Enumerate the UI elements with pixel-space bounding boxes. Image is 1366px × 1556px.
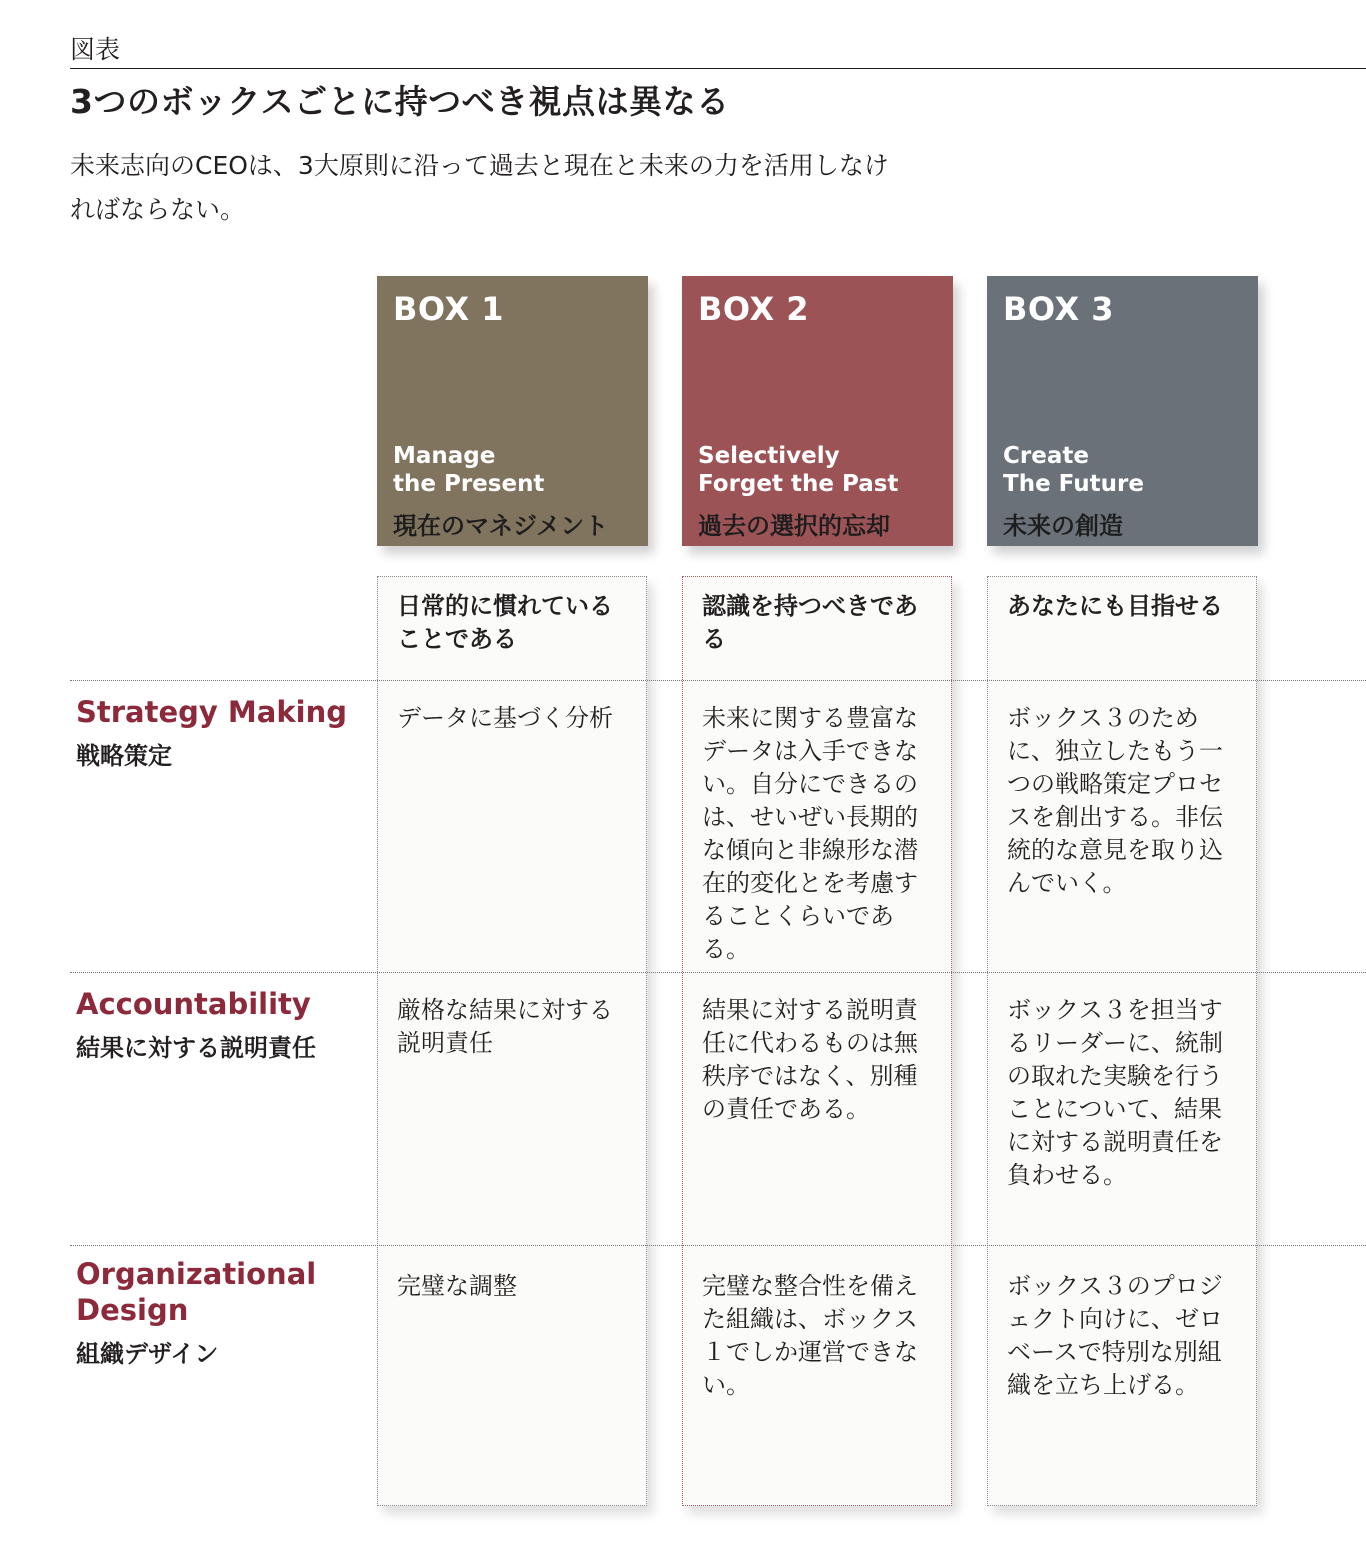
row-label-accountability-jp: 結果に対する説明責任 (76, 1034, 316, 1062)
figure-label: 図表 (70, 35, 121, 64)
row-label-strategy-making-jp: 戦略策定 (76, 742, 172, 770)
box2-header (682, 276, 953, 546)
cell-organization-box3: ボックス３のプロジェクト向けに、ゼロベースで特別な別組織を立ち上げる。 (1007, 1272, 1223, 1399)
box1-header (377, 276, 648, 546)
row-divider (70, 680, 1366, 681)
row-label-accountability: Accountability (76, 987, 311, 1021)
box2-japanese: 過去の選択的忘却 (698, 512, 890, 540)
row-label-organizational-design-line2: Design (76, 1293, 189, 1327)
box1-japanese: 現在のマネジメント (393, 512, 609, 540)
row-label-strategy-making: Strategy Making (76, 695, 347, 729)
box1-subheader: 日常的に慣れていることである (397, 592, 613, 653)
cell-strategy-box1: データに基づく分析 (397, 704, 613, 732)
box3-japanese: 未来の創造 (1003, 512, 1123, 540)
row-label-organizational-design-jp: 組織デザイン (76, 1340, 219, 1368)
box3-english (1003, 442, 1144, 498)
box1-english-line2: the Present (393, 471, 545, 497)
cell-organization-box1: 完璧な調整 (397, 1272, 517, 1300)
box1-english (393, 442, 544, 498)
row-divider (70, 972, 1366, 973)
title-rule (70, 68, 1366, 69)
box1-english-line1: Manage (393, 443, 496, 469)
cell-accountability-box3: ボックス３を担当するリーダーに、統制の取れた実験を行うことについて、結果に対する説明責任を負わせる。 (1007, 996, 1223, 1189)
cell-strategy-box3: ボックス３のために、独立したもう一つの戦略策定プロセスを創出する。非伝統的な意見を取り込んでいく。 (1007, 704, 1223, 897)
box1-title: BOX 1 (393, 290, 505, 328)
row-label-organizational-design-line1: Organizational (76, 1257, 317, 1291)
cell-strategy-box2: 未来に関する豊富なデータは入手できない。自分にできるのは、せいぜい長期的な傾向と非線形な潜在的変化とを考慮することくらいである。 (702, 704, 918, 963)
box2-english (698, 442, 898, 498)
box3-english-line2: The Future (1003, 471, 1144, 497)
cell-accountability-box1: 厳格な結果に対する説明責任 (397, 996, 613, 1057)
box2-english-line2: Forget the Past (698, 471, 899, 497)
cell-organization-box2: 完璧な整合性を備えた組織は、ボックス１でしか運営できない。 (702, 1272, 918, 1399)
page-subtitle: 未来志向のCEOは、3大原則に沿って過去と現在と未来の力を活用しなければならない。 (70, 151, 889, 224)
row-label-organizational-design (76, 1256, 316, 1328)
box2-english-line1: Selectively (698, 443, 840, 469)
box3-english-line1: Create (1003, 443, 1089, 469)
box2-title: BOX 2 (698, 290, 810, 328)
page-title: 3つのボックスごとに持つべき視点は異なる (70, 82, 730, 121)
box3-subheader: あなたにも目指せる (1007, 592, 1223, 620)
row-divider (70, 1245, 1366, 1246)
box2-subheader: 認識を持つべきである (702, 592, 918, 653)
cell-accountability-box2: 結果に対する説明責任に代わるものは無秩序ではなく、別種の責任である。 (702, 996, 918, 1123)
box3-title: BOX 3 (1003, 290, 1115, 328)
box3-header (987, 276, 1258, 546)
